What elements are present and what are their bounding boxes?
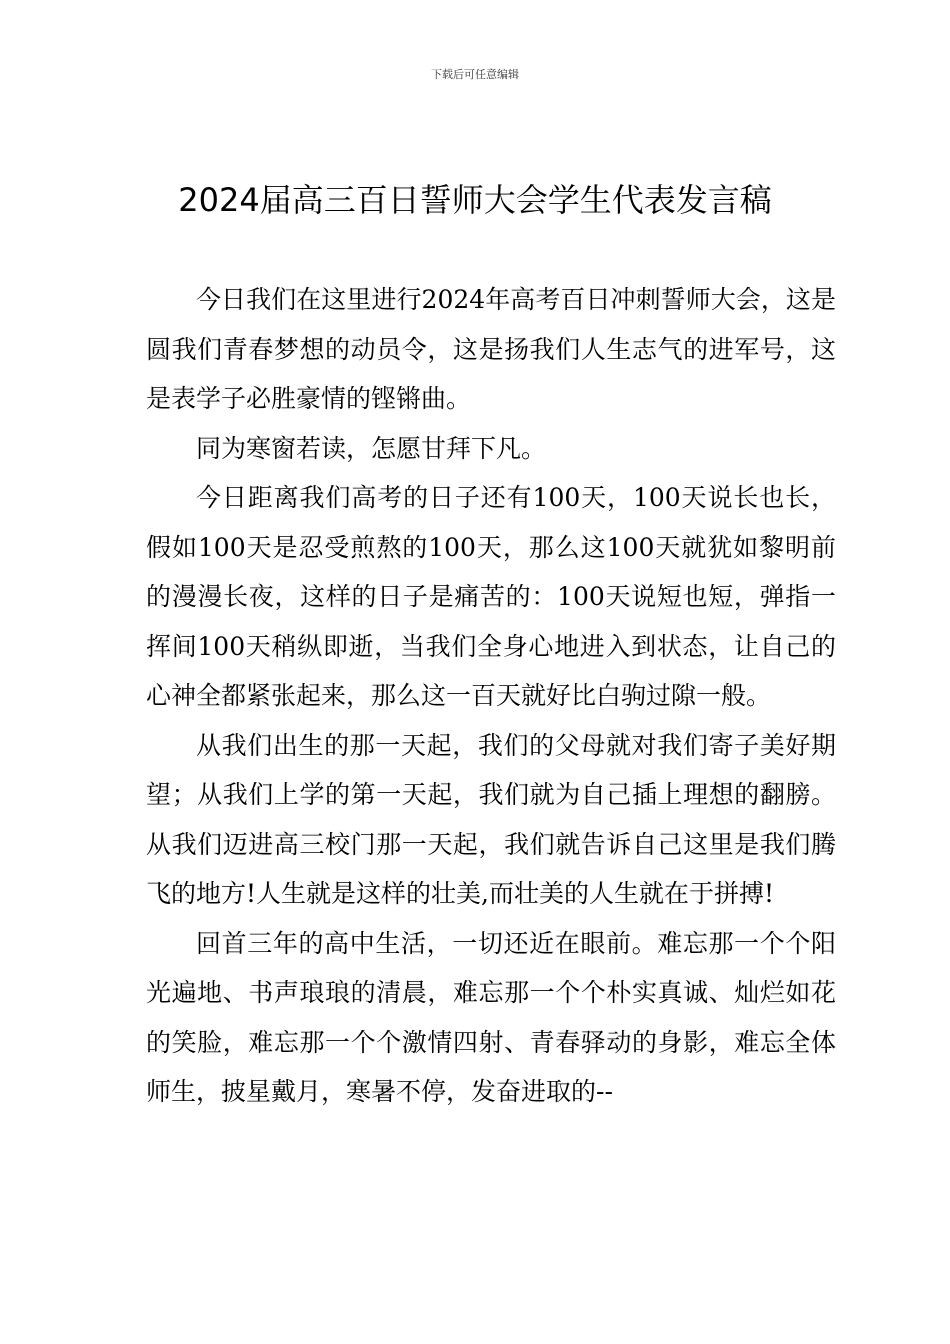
document-body: [146, 275, 836, 1117]
paragraph: 同为寒窗若读，怎愿甘拜下凡。: [196, 433, 547, 463]
paragraph: 从我们出生的那一天起，我们的父母就对我们寄子美好期望；从我们上学的第一天起，我们就为自己插上理想的翻膀。从我们迈进高三校门那一天起，我们就告诉自己这里是我们腾飞的地方!人生就是这样的壮美,而壮美的人生就在于拼搏!: [146, 730, 836, 908]
document-title: 2024届高三百日誓师大会学生代表发言稿: [178, 181, 772, 219]
paragraph: 今日距离我们高考的日子还有100天，100天说长也长，假如100天是忍受煎熬的100天，那么这100天就犹如黎明前的漫漫长夜，这样的日子是痛苦的：100天说短也短，弹指一挥间100天稍纵即逝，当我们全身心地进入到状态，让自己的心神全都紧张起来，那么这一百天就好比白驹过隙一般。: [146, 483, 836, 710]
header-note: 下载后可任意编辑: [431, 68, 519, 81]
paragraph: 回首三年的高中生活，一切还近在眼前。难忘那一个个阳光遍地、书声琅琅的清晨，难忘那一个个朴实真诚、灿烂如花的笑脸，难忘那一个个激情四射、青春驿动的身影，难忘全体师生，披星戴月，寒暑不停，发奋进取的--: [146, 928, 836, 1106]
paragraph: 今日我们在这里进行2024年高考百日冲刺誓师大会，这是圆我们青春梦想的动员令，这是扬我们人生志气的进军号，这是表学子必胜豪情的铿锵曲。: [146, 285, 836, 413]
